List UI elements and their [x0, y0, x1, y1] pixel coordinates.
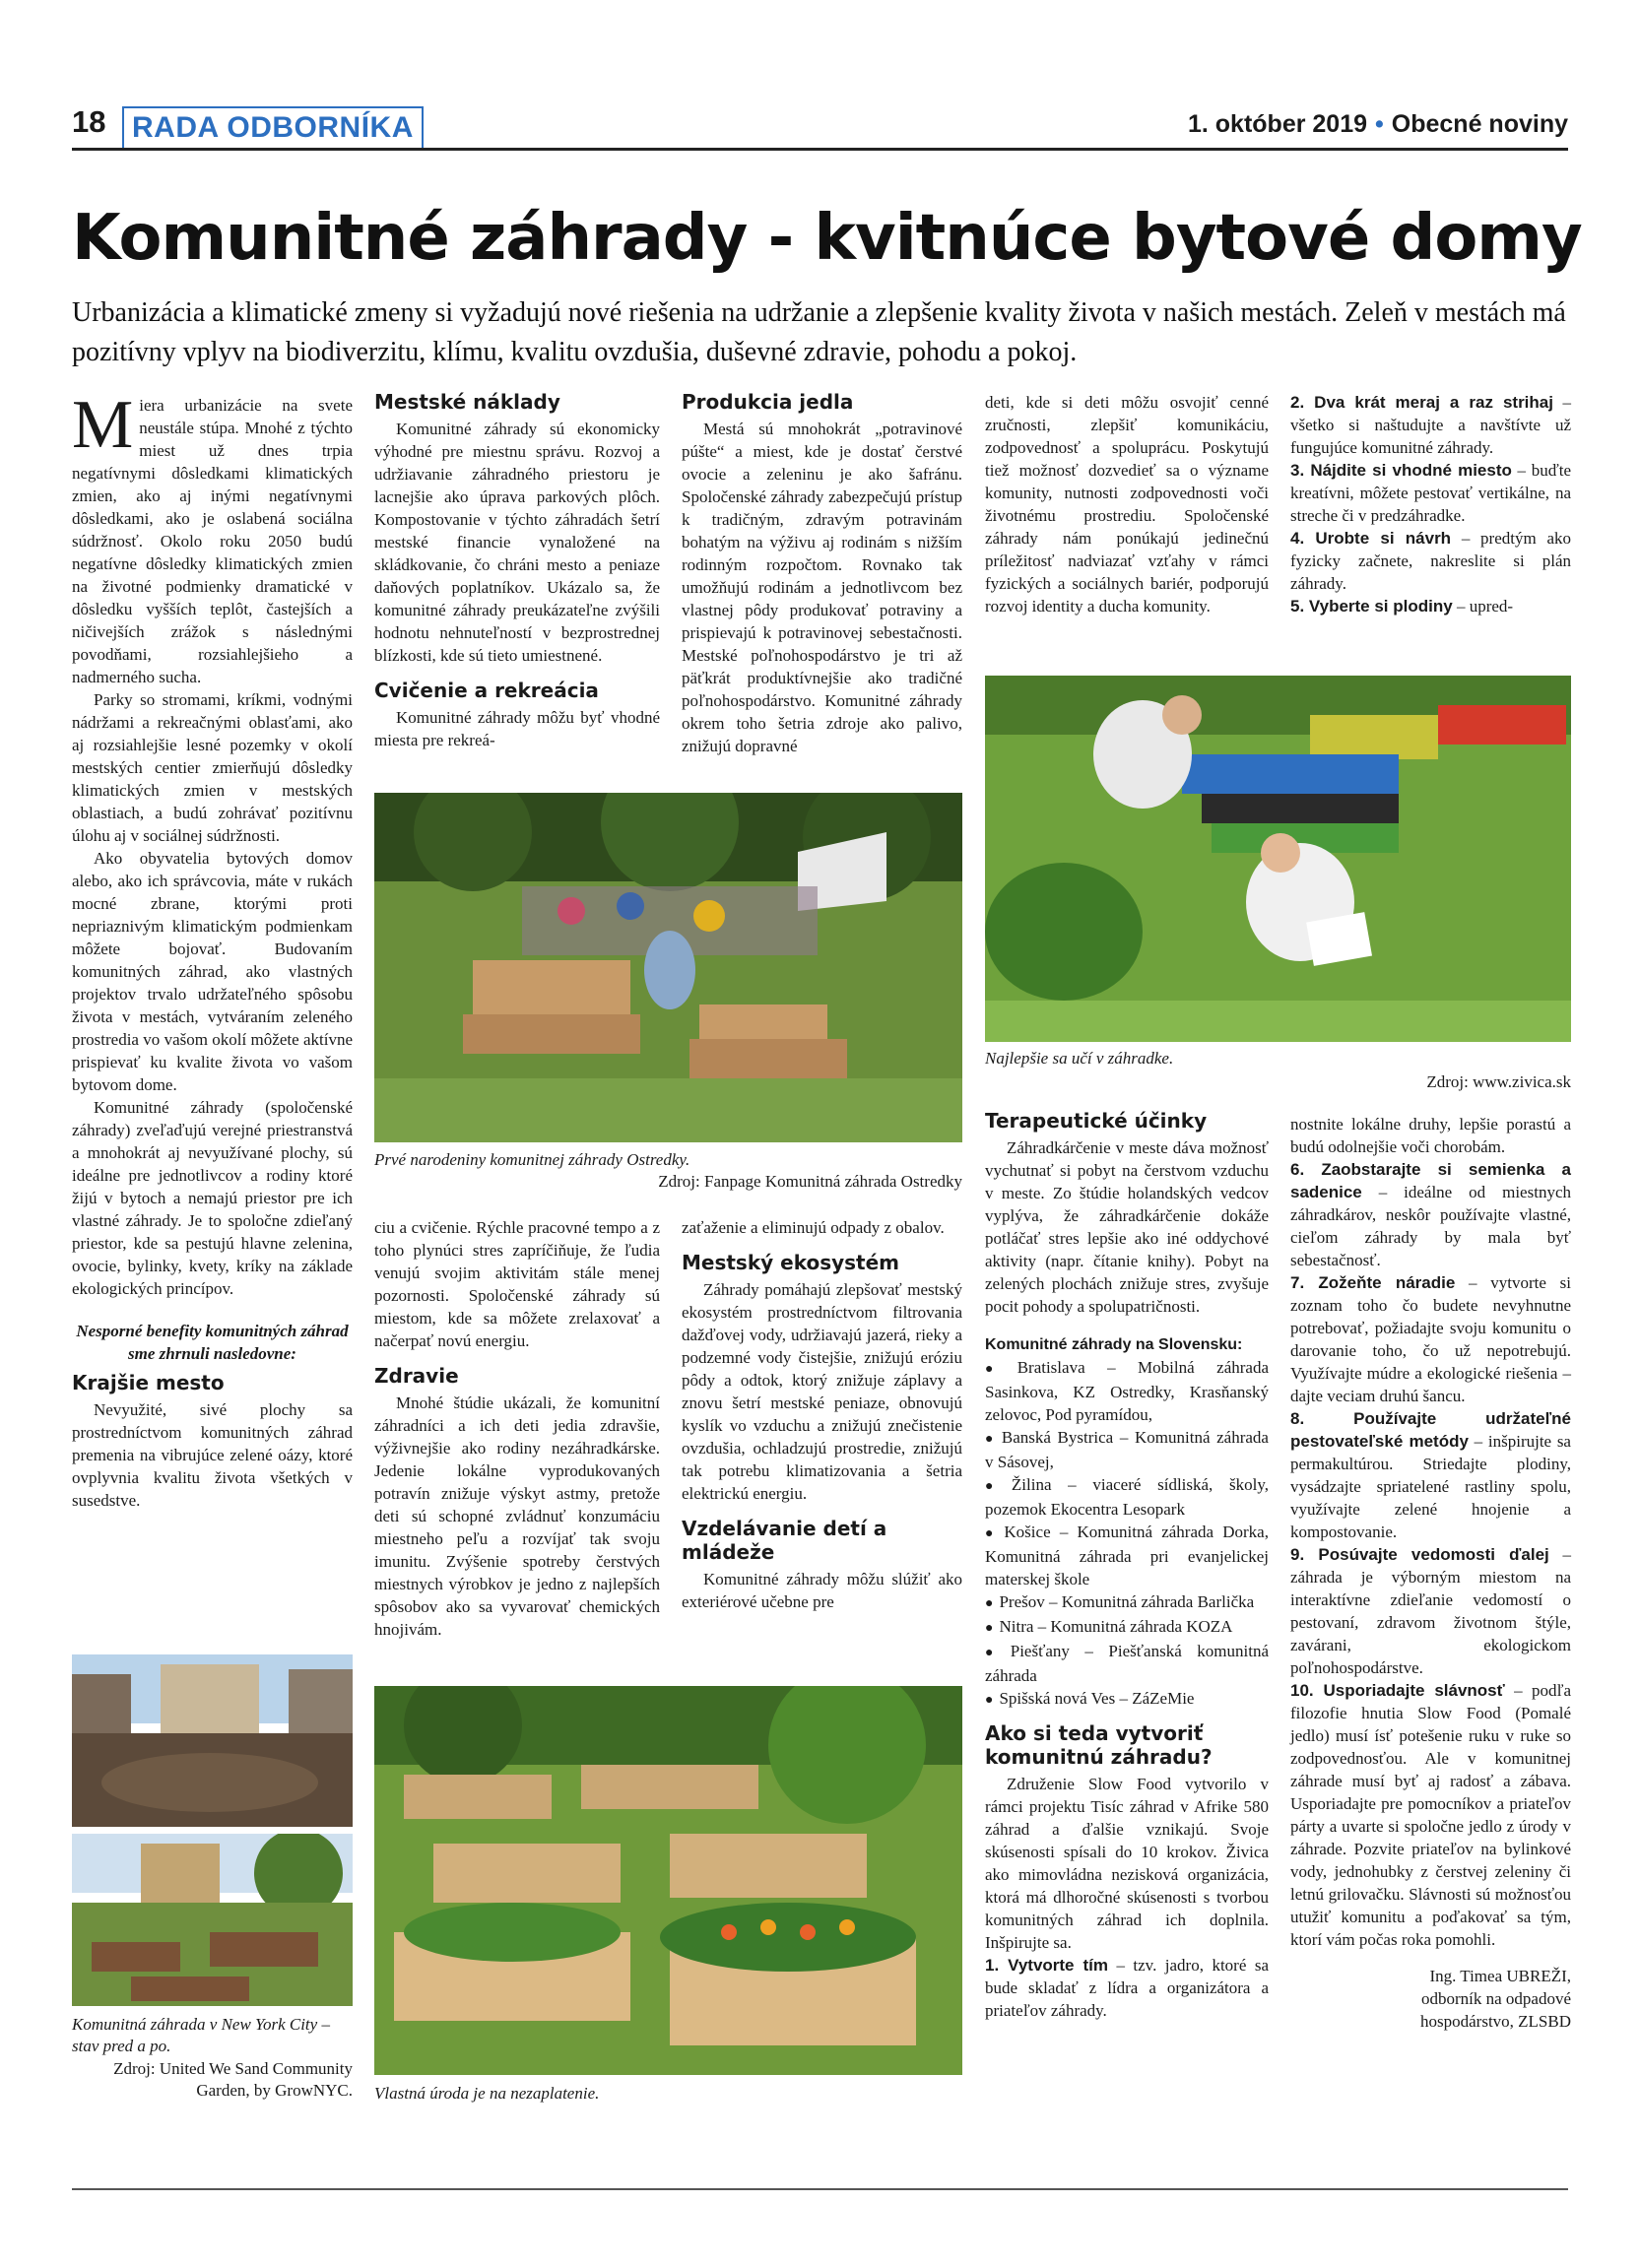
author-name: Ing. Timea UBREŽI, — [1429, 1967, 1571, 1985]
step-title: 9. Posúvajte vedomosti ďalej — [1290, 1545, 1549, 1564]
step-4 — [1290, 527, 1571, 595]
subheading-krajsie: Krajšie mesto — [72, 1371, 225, 1394]
paragraph: Komunitné záhrady môžu slúžiť ako exteriérové učebne pre — [682, 1570, 962, 1611]
step-5 — [1290, 595, 1571, 617]
list-item: ● Bratislava – Mobilná záhrada Sasinkova, KZ Ostredky, Krasňanský zelovoc, Pod pyramídou, — [985, 1356, 1269, 1426]
list-item: ● Piešťany – Piešťanská komunitná záhrada — [985, 1640, 1269, 1687]
step-title: 2. Dva krát meraj a raz strihaj — [1290, 393, 1553, 412]
photo-raised-beds — [374, 1686, 962, 2075]
step-9 — [1290, 1543, 1571, 1679]
step-title: 10. Usporiadajte slávnosť — [1290, 1681, 1505, 1700]
paragraph: Mnohé štúdie ukázali, že komunitní záhradníci a ich deti jedia zdravšie, výživnejšie ako rodiny nezáhradkárske. Jedenie lokálne vyprodukovaných potravín znižuje výskyt astmy, pretože deti sú schopné zvládnuť konzumáciu miestneho peľu a rozvíjať tak svoju imunitu. Zvýšenie spotreby čerstvých miestnych výrobkov je jedno z najlepších spôsobov ako sa vyvarovať chemických hnojivám. — [374, 1393, 660, 1639]
column-5-bottom — [1290, 1113, 1571, 2033]
article-title: Komunitné záhrady - kvitnúce bytové domy — [72, 202, 1582, 275]
list-item: ● Banská Bystrica – Komunitná záhrada v Sásovej, — [985, 1426, 1269, 1473]
issue-info — [1188, 110, 1568, 139]
benefits-intro: Nesporné benefity komunitných záhrad sme zhrnuli nasledovne: — [76, 1322, 349, 1363]
step-title: 7. Zožeňte náradie — [1290, 1273, 1456, 1292]
subheading-terapeuticke: Terapeutické účinky — [985, 1109, 1208, 1133]
column-4-top — [985, 391, 1269, 617]
slovakia-list-heading: Komunitné záhrady na Slovensku: — [985, 1336, 1243, 1353]
column-4-bottom — [985, 1103, 1269, 2022]
step-title: 1. Vytvorte tím — [985, 1956, 1108, 1975]
paragraph: nostnite lokálne druhy, lepšie porastú a budú odolnejšie voči chorobám. — [1290, 1115, 1571, 1156]
header-rule — [72, 148, 1568, 151]
step-text: – ideálne od miestnych záhradkárov, neskôr používajte vlastné, cieľom záhrady by mala byť sebestačnosť. — [1290, 1183, 1571, 1269]
step-text: – inšpirujte sa permakultúrou. Striedajte plodiny, vysádzajte spriatelené rastliny spolu, využívajte zelené hnojenie a kompostovanie. — [1290, 1432, 1571, 1541]
paragraph: Komunitné záhrady môžu byť vhodné miesta pre rekreá- — [374, 708, 660, 749]
column-2-top — [374, 384, 660, 751]
column-2-bottom — [374, 1216, 660, 1641]
step-text: – predtým ako fyzicky začnete, nakreslite si plán záhrady. — [1290, 529, 1571, 593]
column-3-top — [682, 384, 962, 757]
step-2 — [1290, 391, 1571, 459]
photo-kids-garden — [985, 676, 1571, 1042]
step-10 — [1290, 1679, 1571, 1951]
step-text: – podľa filozofie hnutia Slow Food (Pomalé jedlo) musí ísť potešenie ruku v ruke so zodpovednosťou. Ale v komunitnej záhrade musí byť aj radosť a zábava. Usporiadajte pre pomocníkov a priateľov párty a uvarte si spoločne jedlo z úrody v záhrade. Pozvite priateľov na bylinkové vody, jednohubky z čerstvej zeleniny či letnú grilovačku. Slávnosti sú možnosťou utužiť komunitu a poďakovať sa tým, ktorí vám počas roka pomohli. — [1290, 1681, 1571, 1949]
subheading-cvicenie: Cvičenie a rekreácia — [374, 679, 599, 702]
section-label: RADA ODBORNÍKA — [122, 106, 424, 150]
column-5-top — [1290, 391, 1571, 617]
step-title: 6. Zaobstarajte si semienka a sadenice — [1290, 1160, 1571, 1201]
column-3-bottom — [682, 1216, 962, 1613]
step-text: – upred- — [1452, 597, 1514, 616]
step-title: 8. Používajte udržateľné pestovateľské metódy — [1290, 1409, 1571, 1451]
paragraph: Záhrady pomáhajú zlepšovať mestský ekosystém prostredníctvom filtrovania dažďovej vody, udržiavajú jazerá, rieky a podzemné vody čistejšie, znižujú eróziu pôdy a odtok, ktorý znižuje záplavy a znovu šetrí mestské peniaze, obnovujú kyslík vo vzduchu a znižujú znečistenie ovzdušia, ochladzujú prostredie, znižujú tak potrebu klimatizovania a šetria elektrickú energiu. — [682, 1280, 962, 1503]
subheading-naklady: Mestské náklady — [374, 390, 560, 414]
photo-beds-caption: Vlastná úroda je na nezaplatenie. — [374, 2084, 600, 2103]
photo-party-caption: Prvé narodeniny komunitnej záhrady Ostredky. — [374, 1150, 690, 1169]
photo-nyc-after — [72, 1834, 353, 2006]
step-3 — [1290, 459, 1571, 527]
photo-nyc-caption: Komunitná záhrada v New York City – stav pred a po. — [72, 2015, 330, 2055]
paragraph: Nevyužité, sivé plochy sa prostredníctvom komunitných záhrad premenia na vibrujúce zelené oázy, ktoré ovplyvnia kvalitu života všetkých v susedstve. — [72, 1400, 353, 1510]
subheading-ekosystem: Mestský ekosystém — [682, 1251, 900, 1274]
paragraph: Mestá sú mnohokrát „potravinové púšte“ a miest, kde je dostať čerstvé ovocie a zeleninu je ako šafránu. Spoločenské záhrady zabezpečujú prístup k tradičným, zdravým potravinám bohatým na výživu aj rodinám s nižším rodinným rozpočtom. Rovnako tak umožňujú rodinám a jednotlivcom bez vlastnej pôdy produkovať potraviny a prispievajú k potravinovej sebestačnosti. Mestské poľnohospodárstvo je tri až päťkrát produktívnejšie ako tradičné poľnohospodárstvo. Komunitné záhrady okrem toho šetria zdroje ako palivo, znižujú dopravné — [682, 420, 962, 755]
list-item: ● Nitra – Komunitná záhrada KOZA — [985, 1615, 1269, 1640]
step-text: – všetko si naštudujte a navštívte už fungujúce komunitné záhrady. — [1290, 393, 1571, 457]
page-number: 18 — [72, 104, 106, 139]
photo-nyc-before — [72, 1654, 353, 1827]
step-title: 4. Urobte si návrh — [1290, 529, 1452, 548]
subheading-vzdelavanie: Vzdelávanie detí a mládeže — [682, 1517, 887, 1564]
step-text: – vytvorte si zoznam toho čo budete nevyhnutne potrebovať, požiadajte svoju komunitu o darovanie toho, čo už nepotrebujú. Využívajte múdre a ekologické riešenia – dajte veciam druhú šancu. — [1290, 1273, 1571, 1405]
step-7 — [1290, 1271, 1571, 1407]
step-text: – záhrada je výborným miestom na interaktívne zdieľanie vedomostí o pestovaní, zdravom životnom štýle, zavárani, ekologickom poľnohospodárstve. — [1290, 1545, 1571, 1677]
paragraph: Parky so stromami, kríkmi, vodnými nádržami a rekreačnými oblasťami, ako aj rozsiahlejšie lesné pozemky v okolí mestských centier zmierňujú dôsledky klimatických zmien v mestských oblastiach, a budú zohrávať pozitívnu úlohu aj v sociálnej súdržnosti. — [72, 690, 353, 845]
subheading-ako: Ako si teda vytvoriť komunitnú záhradu? — [985, 1721, 1213, 1769]
step-title: 5. Vyberte si plodiny — [1290, 597, 1453, 616]
author-role: odborník na odpadové — [1420, 1989, 1571, 2008]
slovakia-gardens-list — [985, 1356, 1269, 1712]
step-text: – buďte kreatívni, môžete pestovať vertikálne, na streche či v predzáhradke. — [1290, 461, 1571, 525]
list-item: ● Košice – Komunitná záhrada Dorka, Komunitná záhrada pri evanjelickej materskej škole — [985, 1521, 1269, 1590]
article-lead: Urbanizácia a klimatické zmeny si vyžadujú nové riešenia na udržanie a zlepšenie kvality života v našich mestách. Zeleň v mestách má pozitívny vplyv na biodiverzitu, klímu, kvalitu ovzdušia, duševné zdravie, pohodu a pokoj. — [72, 297, 1566, 367]
step-text: – tzv. jadro, ktoré sa bude skladať z lídra a organizátora a priateľov záhrady. — [985, 1956, 1269, 2020]
subheading-zdravie: Zdravie — [374, 1364, 459, 1388]
intro-text: iera urbanizácie na svete neustále stúpa. Mnohé z týchto miest už dnes trpia negatívnymi dôsledkami klimatických zmien, ako aj inými negatívnymi dôsledkami, ako je oslabená sociálna súdržnosť. Okolo roku 2050 budú negatívne dôsledky klimatických zmien na životné podmienky dramatické v dôsledku vyšších teplôt, častejších a ničivejších zrážok s následnými povodňami, rozsiahlejšieho a nadmerného sucha. — [72, 396, 353, 686]
paragraph: Združenie Slow Food vytvorilo v rámci projektu Tisíc záhrad v Afrike 580 záhrad a ďalšie vznikajú. Svoje skúsenosti spísali do 10 krokov. Živica ako mimovládna nezisková organizácia, ktorá má dlhoročné skúsenosti s tvorbou komunitných záhrad ich doplnila. Inšpirujte sa. — [985, 1775, 1269, 1952]
step-title: 3. Nájdite si vhodné miesto — [1290, 461, 1512, 480]
dropcap: M — [72, 387, 134, 463]
column-1 — [72, 387, 353, 1512]
step-8 — [1290, 1407, 1571, 1543]
paragraph: Ako obyvatelia bytových domov alebo, ako ich správcovia, máte v rukách mocné zbrane, ktorými proti nepriaznivým klimatickým podmienkam môžete bojovať. Budovaním komunitných záhrad, ako vlastných projektov trvalo udržateľného spôsobu života v mestách, vytváraním zeleného prostredia vo vašom okolí môžete aktívne prispievať ku kvalite života vo vašom bytovom dome. — [72, 849, 353, 1094]
paragraph: ciu a cvičenie. Rýchle pracovné tempo a z toho plynúci stres zapríčiňuje, že ľudia venujú svojim aktivitám stále menej pozornosti. Spoločenské záhrady sú miestom, kde sa môžete zrelaxovať a načerpať novú energiu. — [374, 1218, 660, 1350]
subheading-jedlo: Produkcia jedla — [682, 390, 854, 414]
list-item: ● Prešov – Komunitná záhrada Barlička — [985, 1590, 1269, 1615]
step-6 — [1290, 1158, 1571, 1271]
intro-paragraph — [72, 387, 353, 688]
step-1 — [985, 1954, 1269, 2022]
paragraph: Komunitné záhrady sú ekonomicky výhodné pre miestnu správu. Rozvoj a udržiavanie záhradného priestoru je lacnejšie ako úprava parkových plôch. Kompostovanie v týchto záhradách šetrí mestské financie vynaložené na skládkovanie, čo chráni mesto a peniaze daňových poplatníkov. Ukázalo sa, že komunitné záhrady preukázateľne zvýšili hodnotu nehnuteľností v bezprostrednej blízkosti, kde sú tieto umiestnené. — [374, 420, 660, 665]
paragraph: Záhradkárčenie v meste dáva možnosť vychutnať si pobyt na čerstvom vzduchu v meste. Zo štúdie holandských vedcov vyplýva, že záhradkárčenie dokáže potláčať stres lepšie ako iné oddychové aktivity (napr. čítanie knihy). Pobyt na zelených plochách znižuje stres, zvyšuje pocit pohody a spolupatričnosti. — [985, 1138, 1269, 1316]
author-org: hospodárstvo, ZLSBD — [1420, 2012, 1571, 2031]
photo-kids-caption: Najlepšie sa učí v záhradke. — [985, 1049, 1174, 1068]
publication-name: Obecné noviny — [1391, 110, 1568, 138]
paragraph: deti, kde si deti môžu osvojiť cenné zručnosti, zlepšiť komunikáciu, zodpovednosť a spoluprácu. Poskytujú tiež možnosť dozvedieť sa o význame komunity, nutnosti zodpovednosti voči životnému prostrediu. Spoločenské záhrady nám ponúkajú jedinečnú príležitosť nadviazať vzťahy v rámci fyzických a sociálnych bariér, podporujú rozvoj identity a ducha komunity. — [985, 393, 1269, 616]
separator-dot: • — [1375, 110, 1384, 138]
footer-rule — [72, 2188, 1568, 2190]
paragraph: Komunitné záhrady (spoločenské záhrady) zveľaďujú verejné priestranstvá a mnohokrát aj nevyužívané plochy, sú ideálne pre jednotlivcov a rodiny ktoré žijú v bytoch a nemajú priestor pre ich vlastné záhrady. Je to spoločne zdieľaný priestor, kde sa pestujú hlavne zelenina, ovocie, bylinky, kvety, kríky na základe ekologických princípov. — [72, 1098, 353, 1298]
photo-kids-source: Zdroj: www.zivica.sk — [1426, 1072, 1571, 1091]
photo-nyc-source: Zdroj: United We Sand Community Garden, by GrowNYC. — [113, 2059, 353, 2100]
list-item: ● Žilina – viaceré sídliská, školy, pozemok Ekocentra Lesopark — [985, 1473, 1269, 1521]
photo-garden-party — [374, 793, 962, 1142]
photo-party-source: Zdroj: Fanpage Komunitná záhrada Ostredky — [658, 1172, 962, 1191]
issue-date: 1. október 2019 — [1187, 110, 1368, 138]
list-item: ● Spišská nová Ves – ZáZeMie — [985, 1687, 1269, 1712]
paragraph: zaťaženie a eliminujú odpady z obalov. — [682, 1218, 945, 1237]
